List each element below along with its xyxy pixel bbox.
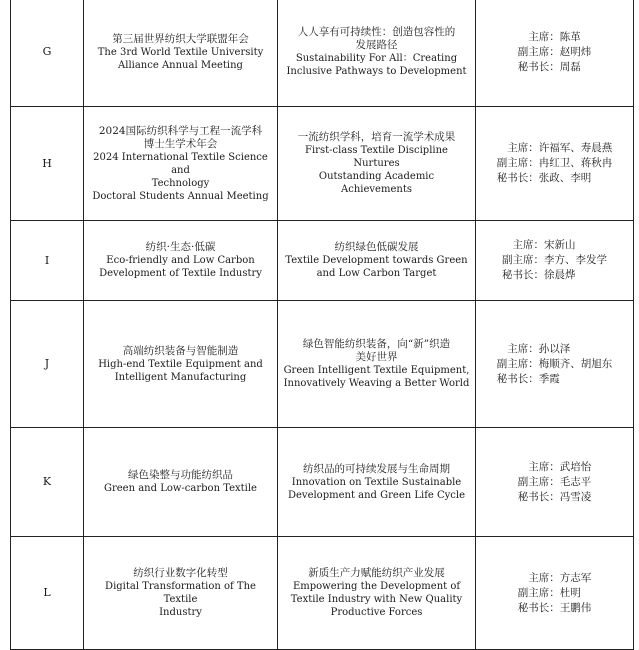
session-theme-en: First-class Textile Discipline Nurtures [305,145,448,169]
leader-line [518,601,592,616]
leader-role: 主席： [528,460,560,473]
session-theme-en: Inclusive Pathways to Development [286,66,467,77]
session-code-cell [11,107,84,221]
session-name-zh: 纺织行业数字化转型 [133,567,228,579]
session-leaders-cell [476,107,634,221]
leader-line [518,571,592,586]
session-code-cell [11,0,84,107]
leader-names: 毛志平 [559,475,592,488]
session-name-en: The 3rd World Textile University [97,46,264,58]
leader-line [497,171,613,186]
leader-names: 赵明炜 [559,45,592,58]
leader-role: 秘书长： [496,172,539,184]
leader-names: 陈革 [559,30,581,43]
leader-role: 秘书长： [502,269,544,281]
leader-names: 季霞 [538,372,560,385]
session-theme-cell [278,0,476,107]
session-name-en: Industry [159,607,202,618]
leader-line [502,253,607,268]
session-name-en: Digital Transformation of The Textile [105,581,256,605]
session-name-zh: 纺织·生态·低碳 [145,241,216,253]
session-name-zh: 高端纺织装备与智能制造 [122,344,239,357]
session-name-en: Alliance Annual Meeting [118,59,243,71]
leader-role: 副主席： [496,357,539,370]
session-theme-cell [278,221,476,301]
session-code-cell [11,221,84,301]
leader-line [518,60,592,75]
session-theme-en: Productive Forces [330,607,423,618]
session-theme-en: Innovatively Weaving a Better World [283,378,470,389]
session-theme-en: Textile Industry with New Quality [290,594,463,605]
session-name-zh: 第三届世界纺织大学联盟年会 [112,32,249,45]
table-row [11,107,634,221]
session-name-cell [84,428,278,537]
session-name-en: 2024 International Textile Science and [93,151,268,176]
leader-line [497,342,613,357]
leader-names: 许福军、寿晨燕 [538,142,613,154]
leader-line [497,357,613,372]
leader-names: 冯雪凌 [559,490,592,503]
leader-line [497,372,613,387]
leaders-list [502,238,607,283]
session-theme-zh: 新质生产力赋能纺织产业发展 [308,567,445,579]
session-name-en: Green and Low-carbon Textile [104,483,257,494]
leader-role: 秘书长： [517,490,560,503]
sessions-table [10,0,634,650]
leader-line [518,45,592,60]
session-name-en: Eco-friendly and Low Carbon [106,255,255,266]
session-theme-zh: 人人享有可持续性：创造包容性的 [297,26,456,38]
leader-line [518,490,592,505]
leader-line [518,460,592,475]
table-row [11,301,634,428]
session-name-en: Development of Textile Industry [99,268,262,279]
session-theme-en: and Low Carbon Target [316,268,437,279]
leader-role: 副主席： [517,586,560,599]
leaders-list [497,342,613,387]
session-code-cell [11,428,84,537]
leader-line [502,238,607,253]
leader-names: 周磊 [559,60,581,73]
leader-line [497,156,613,171]
leader-line [518,586,592,601]
leader-names: 孙以泽 [538,342,571,355]
session-theme-en: Sustainability For All：Creating [295,53,458,64]
session-name-en: High-end Textile Equipment and [98,358,263,370]
session-theme-zh: 一流纺织学科，培育一流学术成果 [297,131,456,143]
leader-names: 徐晨烨 [544,269,576,281]
session-code: H [42,156,52,170]
sessions-table-body [11,0,634,650]
leader-role: 主席： [528,30,560,43]
leader-role: 副主席： [517,475,560,488]
leader-names: 李方、李发学 [544,254,607,266]
leader-role: 主席： [528,571,560,584]
session-theme-en: Empowering the Development of [292,581,461,592]
session-leaders-cell [476,221,634,301]
leader-names: 梅顺齐、胡旭东 [538,357,613,370]
session-name-en: Intelligent Manufacturing [114,371,247,383]
session-name-cell [84,301,278,428]
session-name-zh: 绿色染整与功能纺织品 [128,469,233,481]
session-theme-en: Innovation on Textile Sustainable [291,476,462,488]
session-code: J [44,357,50,370]
leader-line [497,141,613,156]
session-code-cell [11,301,84,428]
leader-role: 主席： [512,239,544,251]
session-theme-zh: 美好世界 [355,351,398,363]
leader-role: 副主席： [517,45,560,58]
session-theme-zh: 绿色智能纺织装备，向“新”织造 [302,338,451,350]
session-name-en: Technology [151,177,210,189]
session-code: G [42,45,52,58]
session-theme-en: Textile Development towards Green [285,255,468,266]
session-theme-en: Outstanding Academic Achievements [318,171,435,195]
leader-names: 王鹏伟 [559,601,592,614]
table-row [11,428,634,537]
leader-role: 秘书长： [517,60,560,73]
session-name-cell [84,107,278,221]
session-theme-en: Development and Green Life Cycle [287,489,466,501]
leader-names: 张政、李明 [538,172,592,184]
session-name-cell [84,537,278,650]
session-code: K [42,475,52,488]
table-row [11,221,634,301]
session-theme-en: Green Intelligent Textile Equipment, [283,365,470,376]
session-name-zh: 博士生学术年会 [143,137,218,150]
leader-role: 副主席： [502,254,544,266]
session-name-cell [84,221,278,301]
leader-names: 武培怡 [559,460,592,473]
session-theme-zh: 纺织绿色低碳发展 [334,241,419,253]
session-name-cell [84,0,278,107]
leader-line [502,268,607,283]
leader-role: 秘书长： [496,372,539,385]
session-theme-zh: 发展路径 [355,39,398,51]
leader-role: 主席： [507,142,539,154]
session-code: I [44,253,50,267]
leader-names: 冉红卫、蒋秋冉 [538,157,613,169]
table-row [11,0,634,107]
leader-line [518,475,592,490]
session-code: L [43,586,51,599]
leader-role: 主席： [507,342,539,355]
session-theme-cell [278,301,476,428]
leader-names: 宋新山 [544,239,576,251]
session-leaders-cell [476,428,634,537]
session-code-cell [11,537,84,650]
session-theme-zh: 纺织品的可持续发展与生命周期 [303,462,450,475]
leader-names: 杜明 [559,586,581,599]
session-theme-cell [278,107,476,221]
leaders-list [497,141,613,186]
session-name-en: Doctoral Students Annual Meeting [92,190,269,202]
leader-role: 秘书长： [517,601,560,614]
leader-role: 副主席： [496,157,539,169]
session-leaders-cell [476,301,634,428]
leaders-list [518,460,592,505]
table-row [11,537,634,650]
session-leaders-cell [476,537,634,650]
session-theme-cell [278,428,476,537]
session-leaders-cell [476,0,634,107]
session-theme-cell [278,537,476,650]
session-name-zh: 2024国际纺织科学与工程一流学科 [98,124,263,137]
leaders-list [518,571,592,616]
leader-names: 方志军 [559,571,592,584]
leader-line [518,30,592,45]
leaders-list [518,30,592,75]
